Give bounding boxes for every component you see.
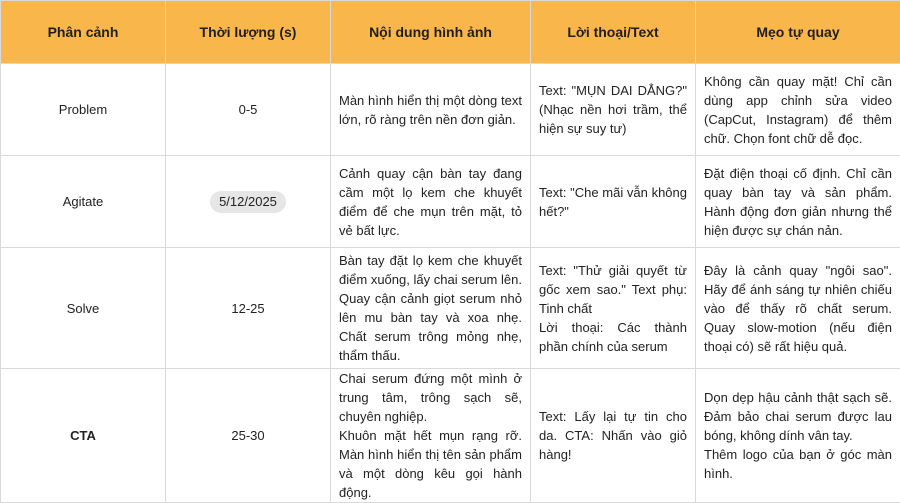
header-row (1, 1, 900, 64)
tips-cell (696, 369, 900, 503)
dialogue-cell (531, 64, 696, 156)
tips-text: Không cần quay mặt! Chỉ cần dùng app chỉnh sửa video (CapCut, Instagram) để thêm chữ. Chọn font chữ dễ đọc. (704, 72, 892, 148)
visual-cell (331, 156, 531, 248)
header-visual: Nội dung hình ảnh (331, 1, 531, 64)
scene-cell: Problem (1, 64, 166, 156)
visual-text: Khuôn mặt hết mụn rạng rỡ. Màn hình hiển thị tên sản phẩm và một dòng kêu gọi hành động. (339, 426, 522, 502)
header-tips: Mẹo tự quay (696, 1, 900, 64)
dialogue-text: Text: "MỤN DAI DẲNG?" (Nhạc nền hơi trầm, thể hiện sự suy tư) (539, 81, 687, 138)
tips-cell (696, 248, 900, 369)
dialogue-cell (531, 248, 696, 369)
visual-text: Bàn tay đặt lọ kem che khuyết điểm xuống, lấy chai serum lên. Quay cận cảnh giọt serum nhỏ lên mu bàn tay và xoa nhẹ. Chất serum trông mỏng nhẹ, thẩm thấu. (339, 251, 522, 365)
visual-text: Cảnh quay cận bàn tay đang cầm một lọ kem che khuyết điểm để che mụn trên mặt, tỏ vẻ bất lực. (339, 164, 522, 240)
visual-cell (331, 64, 531, 156)
dialogue-text: Text: "Che mãi vẫn không hết?" (539, 183, 687, 221)
dialogue-cell (531, 369, 696, 503)
duration-cell (166, 156, 331, 248)
duration-cell: 25-30 (166, 369, 331, 503)
dialogue-text: Text: Lấy lại tự tin cho da. CTA: Nhấn vào giỏ hàng! (539, 407, 687, 464)
scene-cell: Solve (1, 248, 166, 369)
header-scene: Phân cảnh (1, 1, 166, 64)
tips-text: Dọn dẹp hậu cảnh thật sạch sẽ. Đảm bảo chai serum được lau bóng, không dính vân tay. (704, 388, 892, 445)
table-row (1, 248, 900, 369)
tips-cell (696, 64, 900, 156)
scene-cell: CTA (1, 369, 166, 503)
date-chip[interactable]: 5/12/2025 (210, 191, 286, 213)
duration-cell: 0-5 (166, 64, 331, 156)
visual-text: Chai serum đứng một mình ở trung tâm, trông sạch sẽ, chuyên nghiệp. (339, 369, 522, 426)
tips-text: Đây là cảnh quay "ngôi sao". Hãy để ánh sáng tự nhiên chiếu vào để thấy rõ chất serum. Quay slow-motion (nếu điện thoại có) sẽ rất hiệu quả. (704, 261, 892, 356)
tips-cell (696, 156, 900, 248)
header-duration: Thời lượng (s) (166, 1, 331, 64)
scene-cell: Agitate (1, 156, 166, 248)
header-dialogue: Lời thoại/Text (531, 1, 696, 64)
table-row (1, 369, 900, 503)
table-row (1, 64, 900, 156)
tips-text: Thêm logo của bạn ở góc màn hình. (704, 445, 892, 483)
tips-text: Đặt điện thoại cố định. Chỉ cần quay bàn tay và sản phẩm. Hành động đơn giản nhưng thể hiện được sự chán nản. (704, 164, 892, 240)
duration-cell: 12-25 (166, 248, 331, 369)
visual-cell (331, 248, 531, 369)
table-row (1, 156, 900, 248)
dialogue-text: Lời thoại: Các thành phần chính của serum (539, 318, 687, 356)
dialogue-cell (531, 156, 696, 248)
dialogue-text: Text: "Thử giải quyết từ gốc xem sao." Text phụ: Tinh chất (539, 261, 687, 318)
visual-text: Màn hình hiển thị một dòng text lớn, rõ ràng trên nền đơn giản. (339, 91, 522, 129)
visual-cell (331, 369, 531, 503)
